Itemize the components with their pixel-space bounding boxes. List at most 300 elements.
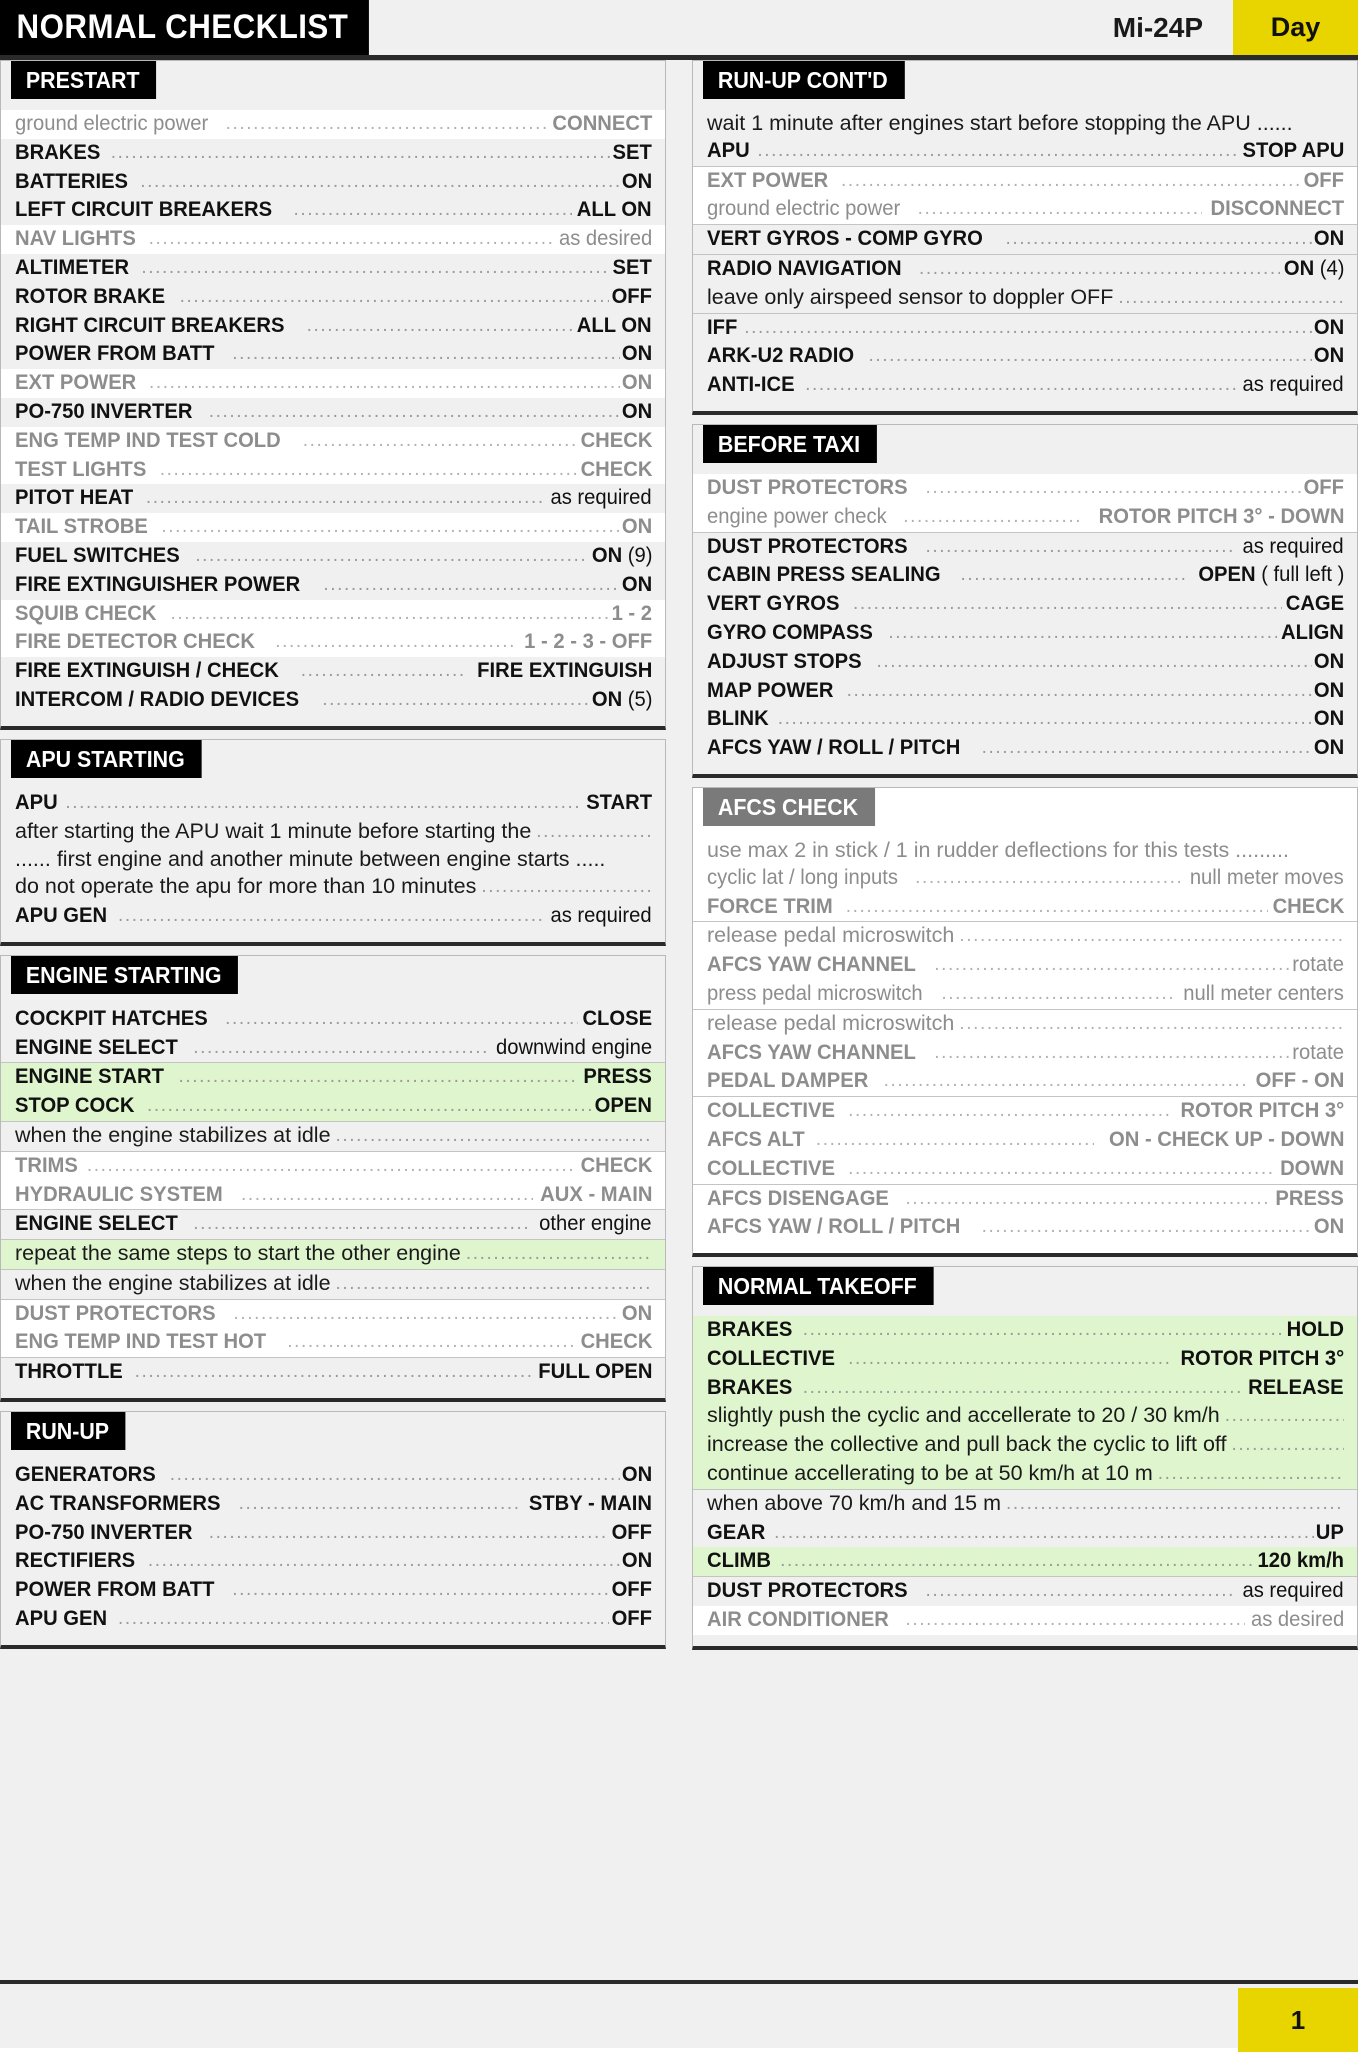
leader-dots xyxy=(60,790,582,817)
checklist-item-value: 1 - 2 xyxy=(611,600,652,625)
checklist-item-value: PRESS xyxy=(1275,1185,1344,1210)
checklist-row[interactable] xyxy=(693,137,1357,166)
section-body xyxy=(1,780,665,942)
checklist-row[interactable] xyxy=(1,1034,665,1063)
checklist-item-label: TRIMS xyxy=(15,1152,78,1177)
checklist-item-label: PITOT HEAT xyxy=(15,485,134,510)
checklist-row[interactable] xyxy=(1,846,665,873)
page-number-badge: 1 xyxy=(1238,1988,1358,2052)
checklist-row[interactable] xyxy=(1,818,665,847)
checklist-row[interactable] xyxy=(693,342,1357,371)
checklist-row[interactable] xyxy=(1,1005,665,1034)
checklist-item-value: OFF xyxy=(611,1606,652,1631)
checklist-item-label: COLLECTIVE xyxy=(707,1098,836,1123)
leader-dots xyxy=(842,678,1312,705)
leader-dots xyxy=(331,1271,652,1298)
checklist-item-value: ON xyxy=(1313,343,1344,368)
checklist-item-value: CAGE xyxy=(1285,591,1344,616)
checklist-item-value: ON xyxy=(621,370,652,395)
checklist-item-label: increase the collective and pull back the cyclic to lift off xyxy=(707,1432,1227,1457)
checklist-row[interactable] xyxy=(693,532,1357,562)
leader-dots xyxy=(144,370,620,397)
leader-dots xyxy=(236,1182,533,1209)
leader-dots xyxy=(910,865,1180,892)
checklist-item-label: BRAKES xyxy=(707,1317,793,1342)
section-header xyxy=(1,740,665,780)
checklist-item-value: RELEASE xyxy=(1248,1374,1344,1399)
leader-dots xyxy=(173,1064,579,1091)
checklist-row[interactable] xyxy=(1,312,665,341)
checklist-column-right xyxy=(679,60,1358,1975)
leader-dots xyxy=(739,315,1312,342)
checklist-item-value: DISCONNECT xyxy=(1210,196,1344,221)
checklist-row[interactable] xyxy=(693,371,1357,400)
leader-dots xyxy=(848,591,1282,618)
checklist-item-label: release pedal microswitch xyxy=(707,1010,955,1035)
checklist-item-label: slightly push the cyclic and accellerate to 20 / 30 km/h xyxy=(707,1403,1220,1428)
checklist-row[interactable] xyxy=(693,1402,1357,1431)
checklist-row[interactable] xyxy=(693,1067,1357,1096)
checklist-row[interactable] xyxy=(693,1155,1357,1184)
leader-dots xyxy=(298,428,576,455)
checklist-row[interactable] xyxy=(693,1547,1357,1576)
page-footer xyxy=(0,1980,1358,2048)
checklist-item-value: OFF xyxy=(611,1577,652,1602)
checklist-item-label: LEFT CIRCUIT BREAKERS xyxy=(15,197,273,222)
checklist-item-value: OPEN ( full left ) xyxy=(1197,562,1344,587)
checklist-item-label: use max 2 in stick / 1 in rudder deflections for this tests ......... xyxy=(707,837,1289,862)
leader-dots xyxy=(936,981,1173,1008)
leader-dots xyxy=(879,1068,1250,1095)
checklist-item-value: ON (4) xyxy=(1283,255,1344,280)
section-body xyxy=(693,828,1357,1253)
checklist-item-value: ON xyxy=(621,168,652,193)
checklist-item-label: TAIL STROBE xyxy=(15,514,148,539)
checklist-row[interactable] xyxy=(1,1357,665,1387)
checklist-row[interactable] xyxy=(1,1299,665,1329)
checklist-row[interactable] xyxy=(693,195,1357,224)
checklist-row[interactable] xyxy=(693,254,1357,284)
checklist-row[interactable] xyxy=(693,1431,1357,1460)
checklist-row[interactable] xyxy=(693,1576,1357,1606)
checklist-row[interactable] xyxy=(1,168,665,197)
checklist-item-label: DUST PROTECTORS xyxy=(707,1578,908,1603)
checklist-row[interactable] xyxy=(1,571,665,600)
checklist-row[interactable] xyxy=(1,1519,665,1548)
checklist-item-label: continue accellerating to be at 50 km/h at 10 m xyxy=(707,1461,1153,1486)
section-title: BEFORE TAXI xyxy=(703,425,877,463)
checklist-item-label: engine power check xyxy=(707,503,887,528)
checklist-item-label: leave only airspeed sensor to doppler OFF xyxy=(707,284,1114,309)
checklist-item-value: ON xyxy=(1313,735,1344,760)
leader-dots xyxy=(143,1548,620,1575)
checklist-row[interactable] xyxy=(1,789,665,818)
checklist-item-label: MAP POWER xyxy=(707,677,834,702)
checklist-item-label: GENERATORS xyxy=(15,1462,156,1487)
checklist-item-label: BLINK xyxy=(707,706,769,731)
checklist-item-label: EXT POWER xyxy=(15,370,137,395)
checklist-item-label: AIR CONDITIONER xyxy=(707,1607,889,1632)
checklist-row[interactable] xyxy=(1,686,665,715)
checklist-row[interactable] xyxy=(693,1606,1357,1635)
checklist-item-label: EXT POWER xyxy=(707,167,829,192)
checklist-item-label: FUEL SWITCHES xyxy=(15,542,180,567)
leader-dots xyxy=(282,1329,575,1356)
leader-dots xyxy=(977,1214,1312,1241)
checklist-item-value: OFF xyxy=(611,1519,652,1544)
checklist-row[interactable] xyxy=(693,590,1357,619)
checklist-item-value: STBY - MAIN xyxy=(528,1490,652,1515)
checklist-row[interactable] xyxy=(693,1345,1357,1374)
leader-dots xyxy=(1226,1432,1344,1459)
section-prestart xyxy=(0,60,666,730)
leader-dots xyxy=(188,1211,532,1238)
checklist-row[interactable] xyxy=(693,284,1357,313)
leader-dots xyxy=(113,903,544,930)
checklist-item-value: AUX - MAIN xyxy=(539,1181,652,1206)
leader-dots xyxy=(190,543,587,570)
checklist-row[interactable] xyxy=(1,1461,665,1490)
leader-dots xyxy=(769,1520,1314,1547)
checklist-item-label: DUST PROTECTORS xyxy=(15,1300,216,1325)
checklist-item-value: ROTOR PITCH 3° xyxy=(1180,1345,1344,1370)
checklist-item-value: 1 - 2 - 3 - OFF xyxy=(523,629,652,654)
leader-dots xyxy=(302,313,573,340)
checklist-item-value: OFF - ON xyxy=(1255,1068,1344,1093)
checklist-row[interactable] xyxy=(693,864,1357,893)
checklist-item-label: DUST PROTECTORS xyxy=(707,474,908,499)
checklist-row[interactable] xyxy=(693,224,1357,254)
checklist-item-value: SET xyxy=(612,139,652,164)
leader-dots xyxy=(289,197,573,224)
checklist-item-label: APU xyxy=(15,789,58,814)
checklist-item-value: CLOSE xyxy=(582,1005,652,1030)
checklist-item-label: DUST PROTECTORS xyxy=(707,533,908,558)
checklist-item-value: ALL ON xyxy=(577,312,652,337)
section-title: RUN-UP CONT'D xyxy=(703,61,904,99)
leader-dots xyxy=(318,572,619,599)
section-body xyxy=(693,101,1357,411)
checklist-item-note: (5) xyxy=(621,686,652,711)
checklist-row[interactable] xyxy=(1,484,665,513)
leader-dots xyxy=(901,1186,1272,1213)
checklist-row[interactable] xyxy=(1,139,665,168)
checklist-item-label: ENGINE SELECT xyxy=(15,1034,178,1059)
checklist-item-value: START xyxy=(586,789,652,814)
checklist-row[interactable] xyxy=(1,657,665,686)
leader-dots xyxy=(773,706,1312,733)
checklist-row[interactable] xyxy=(693,110,1357,137)
checklist-item-value: ON xyxy=(1313,706,1344,731)
checklist-item-label: CLIMB xyxy=(707,1548,771,1573)
checklist-item-label: FIRE EXTINGUISHER POWER xyxy=(15,571,301,596)
checklist-row[interactable] xyxy=(1,1547,665,1576)
section-engine-starting xyxy=(0,955,666,1402)
page-header xyxy=(0,0,1358,60)
checklist-row[interactable] xyxy=(693,1489,1357,1519)
checklist-row[interactable] xyxy=(1,340,665,369)
leader-dots xyxy=(775,1548,1252,1575)
checklist-row[interactable] xyxy=(693,677,1357,706)
checklist-row[interactable] xyxy=(693,893,1357,922)
checklist-item-label: AFCS ALT xyxy=(707,1126,805,1151)
checklist-item-label: ground electric power xyxy=(707,196,901,221)
checklist-item-value: ON (5) xyxy=(591,686,652,711)
section-body xyxy=(693,1307,1357,1646)
checklist-item-value: ON xyxy=(621,398,652,423)
checklist-row[interactable] xyxy=(693,1213,1357,1242)
leader-dots xyxy=(317,687,587,714)
leader-dots xyxy=(141,485,545,512)
leader-dots xyxy=(156,514,619,541)
checklist-row[interactable] xyxy=(693,1009,1357,1039)
section-before-taxi xyxy=(692,424,1358,778)
checklist-row[interactable] xyxy=(1,225,665,254)
checklist-item-value: STOP APU xyxy=(1242,137,1344,162)
section-body xyxy=(1,996,665,1398)
checklist-row[interactable] xyxy=(693,166,1357,196)
leader-dots xyxy=(977,735,1312,762)
leader-dots xyxy=(331,1123,652,1150)
checklist-row[interactable] xyxy=(1,456,665,485)
checklist-row[interactable] xyxy=(693,921,1357,951)
section-header xyxy=(1,1412,665,1452)
leader-dots xyxy=(1113,285,1344,312)
checklist-row[interactable] xyxy=(693,1039,1357,1068)
checklist-row[interactable] xyxy=(1,369,665,398)
section-title: AFCS CHECK xyxy=(703,788,875,826)
checklist-item-value: ON xyxy=(621,571,652,596)
leader-dots xyxy=(913,196,1202,223)
leader-dots xyxy=(296,658,466,685)
section-apu-starting xyxy=(0,739,666,946)
checklist-item-value: FIRE EXTINGUISH xyxy=(476,658,652,683)
checklist-item-value: CHECK xyxy=(1272,893,1344,918)
section-body xyxy=(1,1452,665,1645)
checklist-row[interactable] xyxy=(693,980,1357,1009)
checklist-item-label: wait 1 minute after engines start before stopping the APU ...... xyxy=(707,111,1293,135)
leader-dots xyxy=(204,1520,609,1547)
checklist-item-label: repeat the same steps to start the other engine xyxy=(15,1241,461,1266)
leader-dots xyxy=(800,372,1236,399)
checklist-row[interactable] xyxy=(1,196,665,225)
leader-dots xyxy=(476,874,652,901)
checklist-row[interactable] xyxy=(1,1576,665,1605)
leader-dots xyxy=(270,629,516,656)
header-spacer xyxy=(401,0,1113,55)
leader-dots xyxy=(954,1011,1344,1038)
checklist-row[interactable] xyxy=(1,427,665,456)
checklist-item-label: FIRE EXTINGUISH / CHECK xyxy=(15,658,279,683)
checklist-item-value: null meter centers xyxy=(1183,980,1344,1005)
checklist-item-label: AFCS YAW CHANNEL xyxy=(707,952,916,977)
checklist-item-value: downwind engine xyxy=(495,1034,652,1059)
checklist-item-label: THROTTLE xyxy=(15,1359,123,1384)
checklist-row[interactable] xyxy=(1,1121,665,1151)
checklist-row[interactable] xyxy=(693,1126,1357,1155)
checklist-item-value: CHECK xyxy=(580,1152,652,1177)
checklist-row[interactable] xyxy=(1,628,665,657)
leader-dots xyxy=(798,1317,1283,1344)
checklist-row[interactable] xyxy=(1,1605,665,1634)
leader-dots xyxy=(166,601,609,628)
leader-dots xyxy=(155,457,576,484)
checklist-item-label: COLLECTIVE xyxy=(707,1345,836,1370)
checklist-item-value: ON - CHECK UP - DOWN xyxy=(1108,1126,1344,1151)
checklist-row[interactable] xyxy=(1,902,665,931)
leader-dots xyxy=(135,169,620,196)
checklist-row[interactable] xyxy=(693,474,1357,503)
checklist-row[interactable] xyxy=(1,1062,665,1092)
checklist-row[interactable] xyxy=(693,951,1357,980)
checklist-item-value: OFF xyxy=(1303,474,1344,499)
checklist-item-label: INTERCOM / RADIO DEVICES xyxy=(15,686,300,711)
checklist-row[interactable] xyxy=(693,1374,1357,1403)
checklist-item-label: ARK-U2 RADIO xyxy=(707,343,855,368)
checklist-row[interactable] xyxy=(693,619,1357,648)
leader-dots xyxy=(871,649,1311,676)
leader-dots xyxy=(954,923,1344,950)
checklist-item-value: OFF xyxy=(1303,167,1344,192)
checklist-row[interactable] xyxy=(693,1184,1357,1214)
leader-dots xyxy=(175,284,609,311)
checklist-item-label: BATTERIES xyxy=(15,168,129,193)
checklist-item-value: ON xyxy=(621,1300,652,1325)
checklist-row[interactable] xyxy=(693,1460,1357,1489)
section-title: NORMAL TAKEOFF xyxy=(703,1267,933,1305)
leader-dots xyxy=(221,111,546,138)
leader-dots xyxy=(843,1156,1276,1183)
checklist-item-label: RADIO NAVIGATION xyxy=(707,255,902,280)
checklist-row[interactable] xyxy=(1,1151,665,1181)
checklist-row[interactable] xyxy=(1,110,665,139)
leader-dots xyxy=(234,1491,521,1518)
section-normal-takeoff xyxy=(692,1266,1358,1650)
checklist-row[interactable] xyxy=(1,1209,665,1239)
checklist-item-value: null meter moves xyxy=(1190,864,1344,889)
checklist-item-label: TEST LIGHTS xyxy=(15,456,147,481)
checklist-row[interactable] xyxy=(1,283,665,312)
checklist-row[interactable] xyxy=(1,1269,665,1299)
leader-dots xyxy=(955,562,1188,589)
leader-dots xyxy=(144,226,553,253)
checklist-item-value: SET xyxy=(612,254,652,279)
leader-dots xyxy=(188,1035,486,1062)
leader-dots xyxy=(798,1375,1243,1402)
checklist-row[interactable] xyxy=(693,705,1357,734)
section-body xyxy=(693,465,1357,774)
checklist-row[interactable] xyxy=(693,561,1357,590)
leader-dots xyxy=(811,1127,1094,1154)
leader-dots xyxy=(227,1577,609,1604)
checklist-row[interactable] xyxy=(1,542,665,571)
leader-dots xyxy=(461,1241,652,1268)
leader-dots xyxy=(82,1153,576,1180)
checklist-item-label: release pedal microswitch xyxy=(707,923,955,948)
checklist-item-label: AFCS YAW / ROLL / PITCH xyxy=(707,735,961,760)
checklist-item-label: APU GEN xyxy=(15,902,108,927)
checklist-row[interactable] xyxy=(1,1490,665,1519)
checklist-item-label: ANTI-ICE xyxy=(707,372,795,397)
checklist-row[interactable] xyxy=(1,873,665,902)
checklist-item-label: NAV LIGHTS xyxy=(15,226,136,251)
checklist-item-value: ROTOR PITCH 3° xyxy=(1180,1098,1344,1123)
checklist-row[interactable] xyxy=(1,513,665,542)
leader-dots xyxy=(841,894,1268,921)
checklist-item-value: ON (9) xyxy=(591,542,652,567)
checklist-row[interactable] xyxy=(693,313,1357,343)
checklist-row[interactable] xyxy=(693,837,1357,864)
checklist-item-label: ENGINE START xyxy=(15,1064,164,1089)
leader-dots xyxy=(929,1040,1289,1067)
checklist-item-value: DOWN xyxy=(1280,1155,1344,1180)
checklist-item-value: ROTOR PITCH 3° - DOWN xyxy=(1098,503,1344,528)
checklist-row[interactable] xyxy=(693,1316,1357,1345)
checklist-item-value: UP xyxy=(1315,1519,1344,1544)
leader-dots xyxy=(1000,226,1311,253)
leader-dots xyxy=(863,343,1311,370)
checklist-row[interactable] xyxy=(1,600,665,629)
checklist-item-value: as desired xyxy=(1250,1607,1344,1632)
leader-dots xyxy=(136,255,610,282)
section-header xyxy=(693,788,1357,828)
checklist-item-label: ENG TEMP IND TEST HOT xyxy=(15,1329,267,1354)
checklist-columns xyxy=(0,60,1358,1975)
checklist-item-value: as required xyxy=(1242,1578,1344,1603)
checklist-row[interactable] xyxy=(1,1092,665,1121)
checklist-item-label: ENG TEMP IND TEST COLD xyxy=(15,427,281,452)
leader-dots xyxy=(228,1301,619,1328)
checklist-item-value: HOLD xyxy=(1286,1317,1344,1342)
checklist-row[interactable] xyxy=(1,254,665,283)
checklist-row[interactable] xyxy=(1,1181,665,1210)
checklist-item-value: as required xyxy=(550,902,652,927)
checklist-item-label: when the engine stabilizes at idle xyxy=(15,1270,331,1295)
checklist-item-value: ON xyxy=(621,514,652,539)
leader-dots xyxy=(929,952,1289,979)
checklist-item-label: APU GEN xyxy=(15,1606,108,1631)
checklist-row[interactable] xyxy=(1,1239,665,1269)
aircraft-type-label: Mi-24P xyxy=(1112,12,1203,43)
leader-dots xyxy=(898,504,1082,531)
checklist-row[interactable] xyxy=(693,1519,1357,1548)
leader-dots xyxy=(836,168,1301,195)
leader-dots xyxy=(531,819,652,846)
checklist-row[interactable] xyxy=(1,398,665,427)
checklist-item-note: ( full left ) xyxy=(1255,562,1344,587)
section-run-up xyxy=(0,1411,666,1649)
checklist-item-value: 120 km/h xyxy=(1257,1548,1344,1573)
checklist-item-label: CABIN PRESS SEALING xyxy=(707,562,941,587)
section-header xyxy=(693,61,1357,101)
checklist-row[interactable] xyxy=(693,648,1357,677)
checklist-item-label: FIRE DETECTOR CHECK xyxy=(15,629,255,654)
checklist-row[interactable] xyxy=(693,734,1357,763)
checklist-item-label: press pedal microswitch xyxy=(707,980,923,1005)
checklist-item-value: CHECK xyxy=(580,456,652,481)
checklist-row[interactable] xyxy=(1,1328,665,1357)
document-title: NORMAL CHECKLIST xyxy=(0,0,369,55)
checklist-row[interactable] xyxy=(693,1096,1357,1126)
checklist-row[interactable] xyxy=(693,503,1357,532)
leader-dots xyxy=(227,341,620,368)
checklist-item-label: ground electric power xyxy=(15,111,209,135)
leader-dots xyxy=(106,140,610,167)
checklist-item-label: GEAR xyxy=(707,1519,766,1544)
checklist-item-label: IFF xyxy=(707,314,738,339)
checklist-item-label: after starting the APU wait 1 minute before starting the xyxy=(15,818,532,843)
leader-dots xyxy=(130,1359,531,1386)
